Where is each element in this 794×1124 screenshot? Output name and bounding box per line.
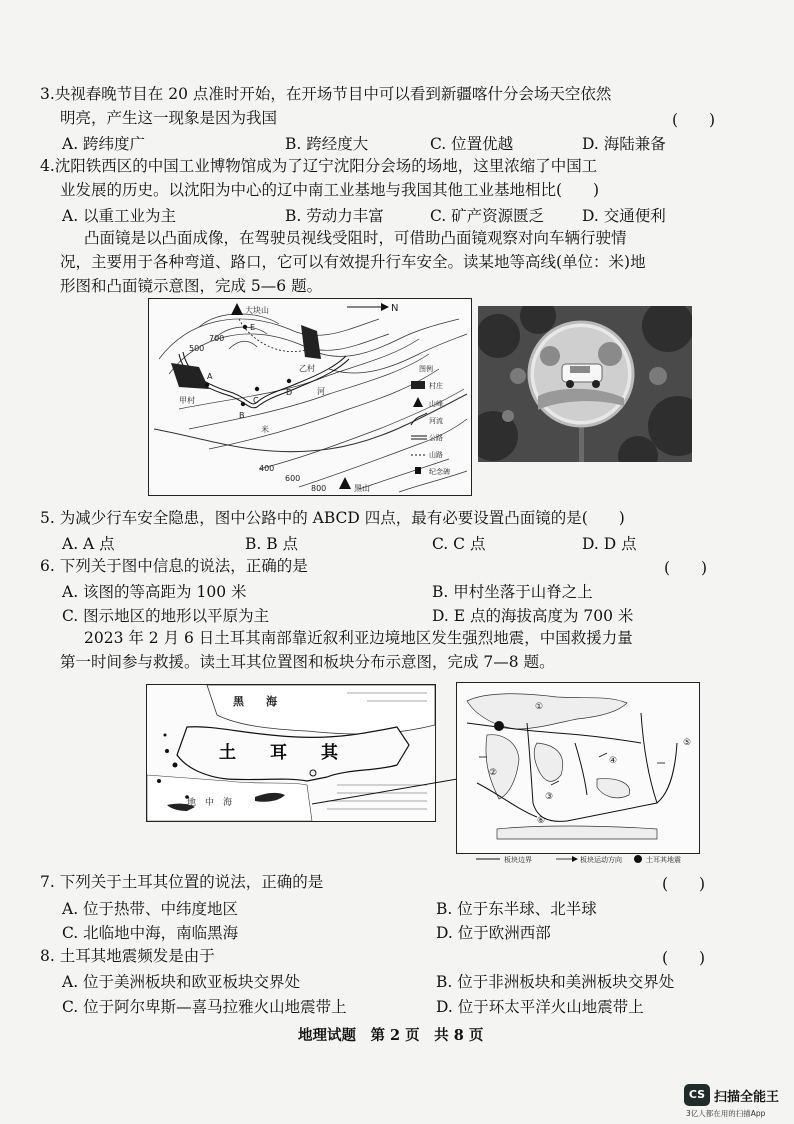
legend-village: 村庄 xyxy=(429,382,443,390)
q5-option-a: A. A 点 xyxy=(62,535,115,553)
q4-stem-line2: 业发展的历史。以沈阳为中心的辽中南工业基地与我国其他工业基地相比( ) xyxy=(60,181,600,199)
village-jia-shape xyxy=(171,363,209,389)
peak-top-label: 大块山 xyxy=(245,306,269,315)
q6-option-a: A. 该图的等高距为 100 米 xyxy=(62,583,247,601)
point-d-label: D xyxy=(286,388,293,397)
river-label: 河 xyxy=(317,387,325,396)
intro56-line3: 形图和凸面镜示意图，完成 5—6 题。 xyxy=(60,277,323,295)
q7-answer-paren: ( ) xyxy=(662,875,706,893)
village-yi-label: 乙村 xyxy=(299,364,315,373)
q7-option-c: C. 北临地中海，南临黑海 xyxy=(62,924,239,942)
q7-option-d: D. 位于欧洲西部 xyxy=(436,924,551,942)
q6-option-d: D. E 点的海拔高度为 700 米 xyxy=(432,607,634,625)
peak-top-icon xyxy=(231,303,243,315)
contour-700-label: 700 xyxy=(209,334,225,343)
q4-option-c: C. 矿产资源匮乏 xyxy=(430,207,545,225)
q4-stem-line1: 4.沈阳铁西区的中国工业博物馆成为了辽宁沈阳分会场的场地，这里浓缩了中国工 xyxy=(40,157,598,175)
q3-option-c: C. 位置优越 xyxy=(430,135,514,153)
q7-option-a: A. 位于热带、中纬度地区 xyxy=(62,900,239,918)
plate-3-label: ③ xyxy=(545,792,554,802)
plate-6-label: ⑥ xyxy=(537,816,546,826)
contour-800-label: 800 xyxy=(311,484,327,493)
contour-600-label: 600 xyxy=(285,474,301,483)
q3-stem-line1: 3.央视春晚节目在 20 点准时开始，在开场节目中可以看到新疆喀什分会场天空依然 xyxy=(40,85,612,103)
q6-answer-paren: ( ) xyxy=(664,559,708,577)
q8-option-a: A. 位于美洲板块和欧亚板块交界处 xyxy=(62,973,301,991)
north-label: N xyxy=(391,303,399,314)
q8-option-c: C. 位于阿尔卑斯—喜马拉雅火山地震带上 xyxy=(62,998,347,1016)
q6-stem: 6. 下列关于图中信息的说法，正确的是 xyxy=(40,557,308,575)
q8-stem: 8. 土耳其地震频发是由于 xyxy=(40,947,215,965)
legend-plate-boundary: 板块边界 xyxy=(504,856,532,864)
river-label-2: 米 xyxy=(261,425,269,434)
peak-bottom-icon xyxy=(339,477,351,489)
plate-2-label: ② xyxy=(489,768,498,778)
q4-option-b: B. 劳动力丰富 xyxy=(285,207,384,225)
q3-option-d: D. 海陆兼备 xyxy=(582,135,666,153)
village-yi-shape xyxy=(301,325,321,359)
legend-river: 河流 xyxy=(429,417,443,425)
plate-1-label: ① xyxy=(535,702,544,712)
plate-5-label: ⑤ xyxy=(683,738,692,748)
intro56-line1: 凸面镜是以凸面成像，在驾驶员视线受阻时，可借助凸面镜观察对向车辆行驶情 xyxy=(84,229,627,247)
turkey-quake-dot xyxy=(494,721,504,731)
legend-title: 图例 xyxy=(419,365,433,373)
q5-option-d: D. D 点 xyxy=(582,535,637,553)
point-a-label: A xyxy=(207,372,213,381)
q8-option-d: D. 位于环太平洋火山地震带上 xyxy=(436,998,644,1016)
plate-map-legend xyxy=(456,852,698,866)
intro78-line2: 第一时间参与救援。读土耳其位置图和板块分布示意图，完成 7—8 题。 xyxy=(60,653,555,671)
convex-mirror-photo-svg xyxy=(478,306,692,462)
legend-turkey-quake: 土耳其地震 xyxy=(646,856,681,864)
contour-map xyxy=(148,298,472,496)
intro56-line2: 况，主要用于各种弯道、路口，它可以有效提升行车安全。读某地等高线(单位：米)地 xyxy=(60,253,646,271)
q3-stem-line2: 明亮，产生这一现象是因为我国 xyxy=(60,109,278,127)
q3-answer-paren: ( ) xyxy=(672,111,716,129)
legend-plate-movement: 板块运动方向 xyxy=(580,856,622,864)
q8-option-b: B. 位于非洲板块和美洲板块交界处 xyxy=(436,973,675,991)
convex-mirror-photo xyxy=(478,306,692,462)
intro78-line1: 2023 年 2 月 6 日土耳其南部靠近叙利亚边境地区发生强烈地震，中国救援力量 xyxy=(84,629,633,647)
point-e-label: E xyxy=(250,323,256,332)
scanner-logo-icon: CS xyxy=(684,1084,710,1106)
black-sea-label: 黑 海 xyxy=(233,695,277,708)
q4-option-d: D. 交通便利 xyxy=(582,207,666,225)
q4-option-a: A. 以重工业为主 xyxy=(62,207,177,225)
q3-option-a: A. 跨纬度广 xyxy=(62,135,146,153)
q6-option-b: B. 甲村坐落于山脊之上 xyxy=(432,583,593,601)
q5-stem: 5. 为减少行车安全隐患，图中公路中的 ABCD 四点，最有必要设置凸面镜的是( ) xyxy=(40,509,625,527)
scanner-tagline: 3亿人都在用的扫描App xyxy=(686,1109,766,1118)
peak-bottom-label: 黑山 xyxy=(354,484,370,493)
q5-option-b: B. B 点 xyxy=(245,535,299,553)
q7-option-b: B. 位于东半球、北半球 xyxy=(436,900,597,918)
contour-map-svg xyxy=(149,299,471,495)
point-b-label: B xyxy=(239,411,245,420)
contour-500-label: 500 xyxy=(189,344,205,353)
plate-map xyxy=(456,682,700,854)
q6-option-c: C. 图示地区的地形以平原为主 xyxy=(62,607,270,625)
turkey-label: 土 耳 其 xyxy=(219,743,338,763)
point-c-label: C xyxy=(253,396,259,405)
legend-mountain-path: 山路 xyxy=(429,451,443,459)
legend-highway: 公路 xyxy=(429,434,443,442)
q8-answer-paren: ( ) xyxy=(662,949,706,967)
village-jia-label: 甲村 xyxy=(179,396,195,405)
q3-option-b: B. 跨经度大 xyxy=(285,135,369,153)
mediterranean-label: 地 中 海 xyxy=(187,798,233,808)
page-footer: 地理试题 第 2 页 共 8 页 xyxy=(298,1027,484,1044)
q5-option-c: C. C 点 xyxy=(432,535,486,553)
plate-map-svg xyxy=(457,683,699,853)
legend-monument: 纪念碑 xyxy=(429,468,450,476)
scanner-app-name: 扫描全能王 xyxy=(714,1090,780,1105)
q7-stem: 7. 下列关于土耳其位置的说法，正确的是 xyxy=(40,873,324,891)
legend-peak: 山峰 xyxy=(429,400,443,408)
plate-4-label: ④ xyxy=(609,756,618,766)
contour-400-label: 400 xyxy=(259,464,275,473)
